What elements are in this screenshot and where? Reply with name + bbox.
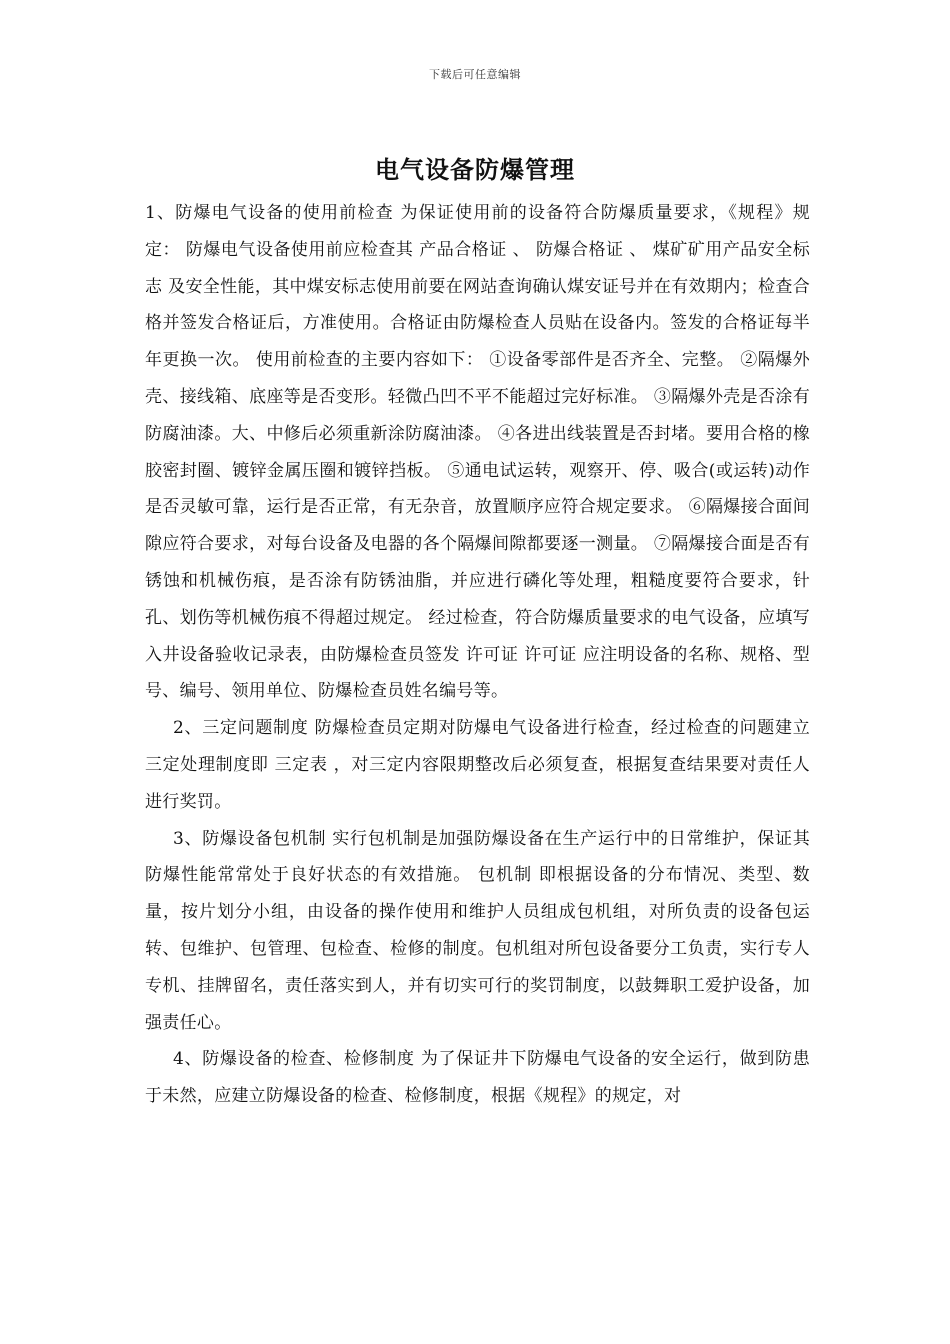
paragraph-3: 3、防爆设备包机制 实行包机制是加强防爆设备在生产运行中的日常维护，保证其防爆性能常常处于良好状态的有效措施。 包机制 即根据设备的分布情况、类型、数量，按片划分小组，由设备的操作使用和维护人员组成包机组，对所负责的设备包运转、包维护、包管理、包检查、检修的制度。包机组对所包设备要分工负责，实行专人专机、挂牌留名，责任落实到人，并有切实可行的奖罚制度，以鼓舞职工爱护设备，加强责任心。 xyxy=(145,828,810,1033)
page-title: 电气设备防爆管理 xyxy=(375,155,575,184)
paragraph-1: 1、防爆电气设备的使用前检查 为保证使用前的设备符合防爆质量要求，《规程》规定： 防爆电气设备使用前应检查其 产品合格证 、 防爆合格证 、 煤矿矿用产品安全标志 及安全性能，其中煤安标志使用前要在网站查询确认煤安证号并在有效期内；检查合格并签发合格证后，方准使用。合格证由防爆检查人员贴在设备内。签发的合格证每半年更换一次。 使用前检查的主要内容如下： ①设备零部件是否齐全、完整。 ②隔爆外壳、接线箱、底座等是否变形。轻微凸凹不平不能超过完好标准。 ③隔爆外壳是否涂有防腐油漆。大、中修后必须重新涂防腐油漆。 ④各进出线装置是否封堵。要用合格的橡胶密封圈、镀锌金属压圈和镀锌挡板。 ⑤通电试运转，观察开、停、吸合(或运转)动作是否灵敏可靠，运行是否正常，有无杂音，放置顺序应符合规定要求。 ⑥隔爆接合面间隙应符合要求，对每台设备及电器的各个隔爆间隙都要逐一测量。 ⑦隔爆接合面是否有锈蚀和机械伤痕，是否涂有防锈油脂，并应进行磷化等处理，粗糙度要符合要求，针孔、划伤等机械伤痕不得超过规定。 经过检查，符合防爆质量要求的电气设备，应填写入井设备验收记录表，由防爆检查员签发 许可证 许可证 应注明设备的名称、规格、型号、编号、领用单位、防爆检查员姓名编号等。 xyxy=(145,203,810,702)
header-note: 下载后可任意编辑 xyxy=(429,68,521,81)
paragraph-2: 2、三定问题制度 防爆检查员定期对防爆电气设备进行检查，经过检查的问题建立三定处理制度即 三定表 ，对三定内容限期整改后必须复查，根据复查结果要对责任人进行奖罚。 xyxy=(145,718,810,812)
paragraph-4: 4、防爆设备的检查、检修制度 为了保证井下防爆电气设备的安全运行，做到防患于未然，应建立防爆设备的检查、检修制度，根据《规程》的规定，对 xyxy=(145,1049,810,1107)
document-body xyxy=(145,195,810,1115)
